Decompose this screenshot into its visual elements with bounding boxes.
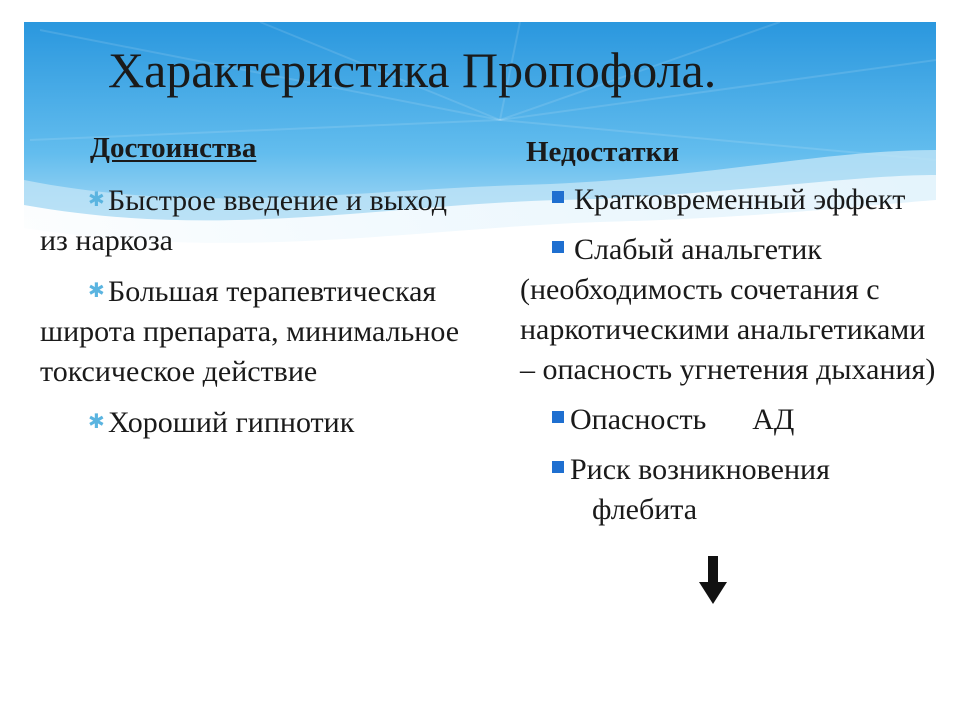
advantages-list: [40, 180, 480, 453]
blood-pressure-label: АД: [752, 403, 795, 436]
square-bullet-icon: [552, 411, 564, 423]
disadvantages-list: [520, 180, 940, 540]
list-item-continuation: флебита: [592, 493, 698, 526]
list-item: Риск возникновения флебита: [520, 450, 940, 530]
list-item: Опасность АД: [520, 400, 940, 440]
disadvantages-heading: Недостатки: [526, 136, 680, 168]
asterisk-bullet-icon: ✱: [88, 189, 105, 211]
list-item: ✱ Большая терапевтическая широта препарата, минимальное токсическое действие: [40, 271, 480, 392]
list-item: Слабый анальгетик (необходимость сочетания с наркотическими анальгетиками – опасность угнетения дыхания): [520, 233, 936, 386]
list-item: ✱ Быстрое введение и выход из наркоза: [40, 180, 480, 261]
advantages-heading: Достоинства: [90, 132, 257, 164]
asterisk-bullet-icon: ✱: [88, 411, 105, 433]
square-bullet-icon: [552, 461, 564, 473]
square-bullet-icon: [552, 241, 564, 253]
list-item: ✱ Хороший гипнотик: [40, 402, 480, 443]
down-arrow-icon: [697, 556, 729, 606]
list-item: Кратковременный эффект: [520, 180, 940, 220]
square-bullet-icon: [552, 191, 564, 203]
asterisk-bullet-icon: ✱: [88, 280, 105, 302]
slide-title: Характеристика Пропофола.: [108, 42, 717, 98]
